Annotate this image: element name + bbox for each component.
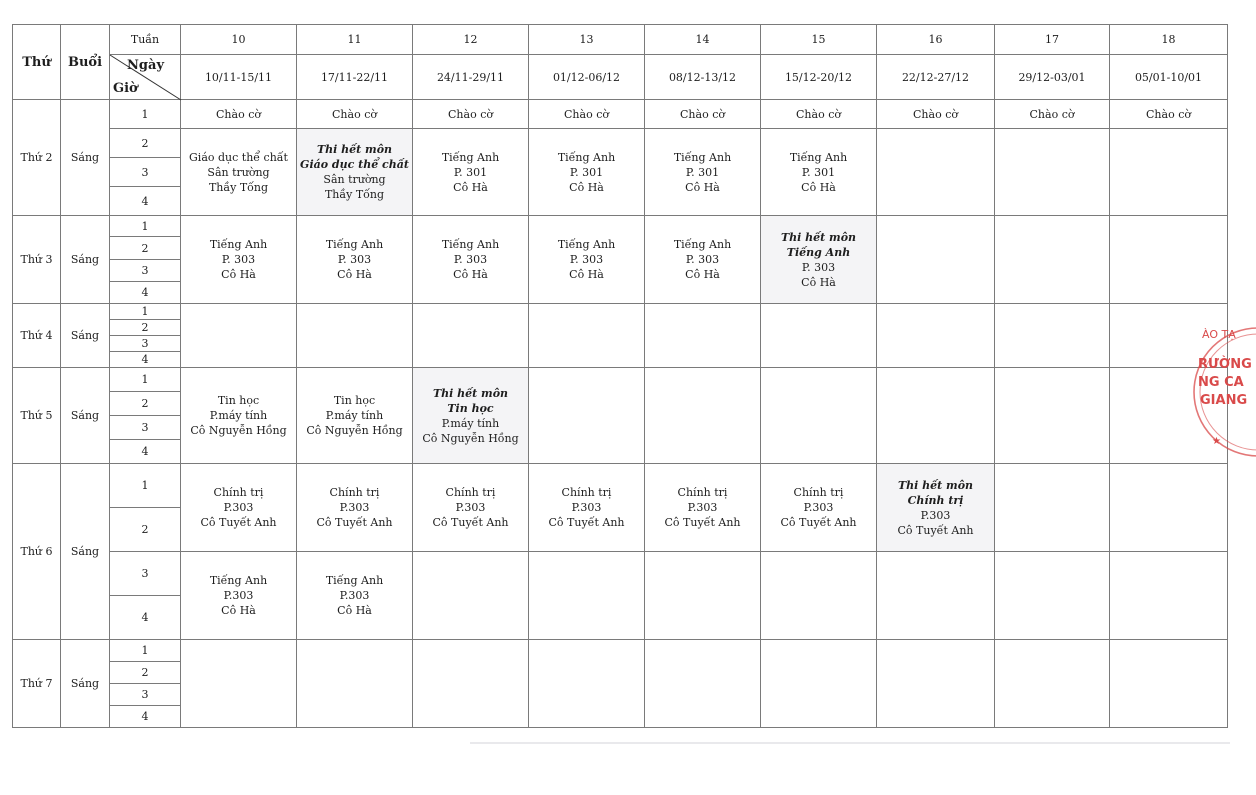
week-number: 16	[877, 25, 995, 55]
session-label: Sáng	[61, 368, 110, 464]
period-number: 2	[110, 662, 181, 684]
class-info-line: P.303	[803, 501, 834, 514]
class-info-line: P.303	[687, 501, 718, 514]
class-cell	[413, 216, 529, 304]
day-label: Thứ 4	[13, 304, 61, 368]
svg-text:GIANG: GIANG	[1200, 393, 1248, 408]
week-date-range: 22/12-27/12	[877, 55, 995, 100]
day-label: Thứ 3	[13, 216, 61, 304]
day-label: Thứ 7	[13, 640, 61, 728]
class-info-line: P. 303	[685, 253, 720, 266]
empty-cell	[645, 552, 761, 640]
class-cell	[529, 216, 645, 304]
class-info-line: P. 301	[569, 165, 604, 179]
class-cell	[645, 216, 761, 304]
flag-ceremony-cell: Chào cờ	[181, 100, 297, 129]
class-cell	[413, 368, 529, 464]
class-info-line: Cô Hà	[221, 604, 256, 617]
class-info-line: Cô Hà	[337, 268, 372, 281]
period-number: 3	[110, 260, 181, 282]
class-info-line: P. 303	[801, 260, 836, 274]
week-number: 14	[645, 25, 761, 55]
empty-cell	[529, 304, 645, 368]
class-cell	[181, 464, 297, 552]
class-info-line: Cô Tuyết Anh	[200, 516, 277, 529]
empty-cell	[413, 304, 529, 368]
class-info-line: P. 301	[801, 165, 836, 179]
class-info-line: Tiếng Anh	[441, 238, 500, 251]
period-number: 3	[110, 684, 181, 706]
week-number: 15	[761, 25, 877, 55]
class-info-line: Tiếng Anh	[789, 150, 848, 164]
class-cell	[181, 368, 297, 464]
class-info-line: Cô Hà	[685, 180, 720, 194]
class-cell	[645, 129, 761, 216]
week-date-range: 24/11-29/11	[413, 55, 529, 100]
class-info-line: Cô Tuyết Anh	[548, 516, 625, 529]
period-number: 2	[110, 392, 181, 416]
exam-title: Thi hết môn	[432, 386, 509, 400]
flag-ceremony-cell: Chào cờ	[995, 100, 1110, 129]
empty-cell	[995, 216, 1110, 304]
session-label: Sáng	[61, 464, 110, 640]
day-label: Thứ 6	[13, 464, 61, 640]
class-info-line: Tin học	[217, 394, 260, 407]
period-number: 3	[110, 158, 181, 187]
empty-cell	[529, 368, 645, 464]
period-number: 1	[110, 216, 181, 237]
empty-cell	[995, 129, 1110, 216]
class-info-line: Tiếng Anh	[673, 150, 732, 164]
period-number: 4	[110, 706, 181, 728]
class-cell	[529, 464, 645, 552]
empty-cell	[297, 640, 413, 728]
class-info-line: Cô Hà	[801, 180, 836, 194]
class-cell	[297, 368, 413, 464]
empty-cell	[995, 552, 1110, 640]
class-cell	[761, 464, 877, 552]
class-info-line: Tiếng Anh	[673, 238, 732, 251]
week-number: 13	[529, 25, 645, 55]
empty-cell	[645, 640, 761, 728]
exam-title: Thi hết môn	[780, 230, 857, 244]
period-number: 2	[110, 129, 181, 158]
class-info-line: Sân trường	[207, 165, 270, 179]
class-info-line: Chính trị	[793, 486, 844, 499]
period-number: 1	[110, 368, 181, 392]
empty-cell	[877, 552, 995, 640]
week-date-range: 15/12-20/12	[761, 55, 877, 100]
period-number: 4	[110, 440, 181, 464]
session-label: Sáng	[61, 216, 110, 304]
week-number: 17	[995, 25, 1110, 55]
empty-cell	[297, 304, 413, 368]
exam-title: Chính trị	[907, 493, 964, 507]
empty-cell	[761, 640, 877, 728]
session-label: Sáng	[61, 304, 110, 368]
header-thu: Thứ	[13, 25, 61, 100]
class-cell	[645, 464, 761, 552]
class-info-line: P.máy tính	[209, 409, 268, 422]
header-gio: Giờ	[113, 81, 138, 96]
class-info-line: Chính trị	[561, 486, 612, 499]
session-label: Sáng	[61, 100, 110, 216]
empty-cell	[181, 640, 297, 728]
class-info-line: Cô Hà	[337, 604, 372, 617]
class-info-line: P.máy tính	[325, 409, 384, 422]
class-cell	[181, 129, 297, 216]
class-cell	[297, 552, 413, 640]
class-info-line: P.máy tính	[441, 416, 500, 430]
week-date-range: 29/12-03/01	[995, 55, 1110, 100]
header-ngay: Ngày	[127, 58, 164, 73]
week-date-range: 05/01-10/01	[1110, 55, 1228, 100]
exam-title: Giáo dục thể chất	[300, 158, 409, 171]
period-number: 3	[110, 552, 181, 596]
class-cell	[529, 129, 645, 216]
svg-text:RƯỜNG: RƯỜNG	[1198, 357, 1252, 372]
class-info-line: Giáo dục thể chất	[189, 150, 288, 164]
class-info-line: Cô Nguyễn Hồng	[190, 424, 287, 437]
empty-cell	[877, 304, 995, 368]
class-info-line: Thầy Tống	[208, 180, 269, 194]
header-buoi: Buổi	[61, 25, 110, 100]
empty-cell	[877, 216, 995, 304]
class-info-line: Chính trị	[677, 486, 728, 499]
flag-ceremony-cell: Chào cờ	[529, 100, 645, 129]
period-number: 1	[110, 464, 181, 508]
svg-text:ÀO TẠ: ÀO TẠ	[1202, 328, 1236, 341]
empty-cell	[995, 368, 1110, 464]
class-info-line: Tiếng Anh	[325, 574, 384, 587]
empty-cell	[995, 304, 1110, 368]
class-info-line: P. 303	[221, 253, 256, 266]
class-info-line: Thầy Tống	[324, 188, 385, 201]
class-cell	[761, 216, 877, 304]
exam-title: Thi hết môn	[897, 478, 974, 492]
class-info-line: Cô Tuyết Anh	[432, 516, 509, 529]
empty-cell	[995, 464, 1110, 552]
period-number: 2	[110, 320, 181, 336]
class-cell	[877, 464, 995, 552]
class-info-line: Chính trị	[329, 486, 380, 499]
period-number: 1	[110, 100, 181, 129]
class-cell	[413, 464, 529, 552]
week-number: 18	[1110, 25, 1228, 55]
class-cell	[761, 129, 877, 216]
class-info-line: Tiếng Anh	[441, 150, 500, 164]
class-info-line: P. 303	[337, 253, 372, 266]
empty-cell	[645, 368, 761, 464]
class-cell	[181, 552, 297, 640]
class-info-line: Cô Hà	[453, 268, 488, 281]
period-number: 2	[110, 508, 181, 552]
period-number: 4	[110, 282, 181, 304]
flag-ceremony-cell: Chào cờ	[645, 100, 761, 129]
exam-title: Tin học	[447, 401, 494, 415]
day-label: Thứ 5	[13, 368, 61, 464]
timetable	[12, 24, 1228, 728]
empty-cell	[877, 368, 995, 464]
empty-cell	[1110, 129, 1228, 216]
class-cell	[297, 129, 413, 216]
class-info-line: Cô Tuyết Anh	[897, 523, 974, 537]
empty-cell	[877, 640, 995, 728]
class-info-line: Cô Hà	[801, 275, 836, 289]
scan-artifact-line	[470, 742, 1230, 744]
class-info-line: Cô Tuyết Anh	[664, 516, 741, 529]
class-info-line: P.303	[223, 589, 254, 602]
empty-cell	[995, 640, 1110, 728]
period-number: 3	[110, 416, 181, 440]
empty-cell	[1110, 640, 1228, 728]
week-date-range: 08/12-13/12	[645, 55, 761, 100]
flag-ceremony-cell: Chào cờ	[413, 100, 529, 129]
exam-title: Tiếng Anh	[786, 245, 851, 259]
class-cell	[297, 464, 413, 552]
header-tuan: Tuần	[110, 25, 181, 55]
class-info-line: Sân trường	[323, 173, 386, 186]
class-info-line: Cô Nguyễn Hồng	[306, 424, 403, 437]
empty-cell	[413, 640, 529, 728]
period-number: 1	[110, 640, 181, 662]
class-info-line: P. 301	[453, 165, 488, 179]
class-info-line: P.303	[920, 508, 951, 522]
class-info-line: Cô Tuyết Anh	[316, 516, 393, 529]
week-date-range: 17/11-22/11	[297, 55, 413, 100]
flag-ceremony-cell: Chào cờ	[877, 100, 995, 129]
week-number: 11	[297, 25, 413, 55]
empty-cell	[181, 304, 297, 368]
empty-cell	[877, 129, 995, 216]
empty-cell	[761, 368, 877, 464]
class-info-line: P.303	[339, 589, 370, 602]
class-info-line: Cô Hà	[569, 180, 604, 194]
class-info-line: Chính trị	[445, 486, 496, 499]
class-info-line: Chính trị	[213, 486, 264, 499]
class-info-line: Cô Hà	[685, 268, 720, 281]
class-info-line: Cô Tuyết Anh	[780, 516, 857, 529]
svg-text:NG CA: NG CA	[1198, 375, 1244, 390]
class-info-line: Cô Nguyễn Hồng	[422, 431, 519, 445]
class-info-line: Tiếng Anh	[209, 238, 268, 251]
class-info-line: Tiếng Anh	[209, 574, 268, 587]
flag-ceremony-cell: Chào cờ	[761, 100, 877, 129]
week-number: 10	[181, 25, 297, 55]
class-info-line: Cô Hà	[569, 268, 604, 281]
empty-cell	[413, 552, 529, 640]
empty-cell	[645, 304, 761, 368]
day-label: Thứ 2	[13, 100, 61, 216]
class-info-line: P.303	[339, 501, 370, 514]
period-number: 2	[110, 237, 181, 260]
class-info-line: Cô Hà	[221, 268, 256, 281]
empty-cell	[761, 552, 877, 640]
class-info-line: Cô Hà	[453, 180, 488, 194]
class-info-line: P. 301	[685, 165, 720, 179]
class-info-line: Tin học	[333, 394, 376, 407]
empty-cell	[1110, 216, 1228, 304]
period-number: 1	[110, 304, 181, 320]
period-number: 3	[110, 336, 181, 352]
empty-cell	[1110, 552, 1228, 640]
period-number: 4	[110, 596, 181, 640]
header-ngay-gio	[110, 55, 181, 100]
class-cell	[297, 216, 413, 304]
class-info-line: P.303	[455, 501, 486, 514]
week-date-range: 10/11-15/11	[181, 55, 297, 100]
class-info-line: P. 303	[569, 253, 604, 266]
period-number: 4	[110, 187, 181, 216]
session-label: Sáng	[61, 640, 110, 728]
empty-cell	[529, 552, 645, 640]
class-info-line: Tiếng Anh	[557, 150, 616, 164]
class-info-line: Tiếng Anh	[557, 238, 616, 251]
class-cell	[413, 129, 529, 216]
empty-cell	[1110, 464, 1228, 552]
empty-cell	[761, 304, 877, 368]
flag-ceremony-cell: Chào cờ	[297, 100, 413, 129]
empty-cell	[529, 640, 645, 728]
week-number: 12	[413, 25, 529, 55]
exam-title: Thi hết môn	[316, 143, 393, 156]
class-cell	[181, 216, 297, 304]
class-info-line: Tiếng Anh	[325, 238, 384, 251]
week-date-range: 01/12-06/12	[529, 55, 645, 100]
class-info-line: P. 303	[453, 253, 488, 266]
period-number: 4	[110, 352, 181, 368]
flag-ceremony-cell: Chào cờ	[1110, 100, 1228, 129]
class-info-line: P.303	[571, 501, 602, 514]
svg-text:★: ★	[1212, 436, 1221, 447]
class-info-line: P.303	[223, 501, 254, 514]
red-stamp-seal	[1196, 318, 1256, 466]
